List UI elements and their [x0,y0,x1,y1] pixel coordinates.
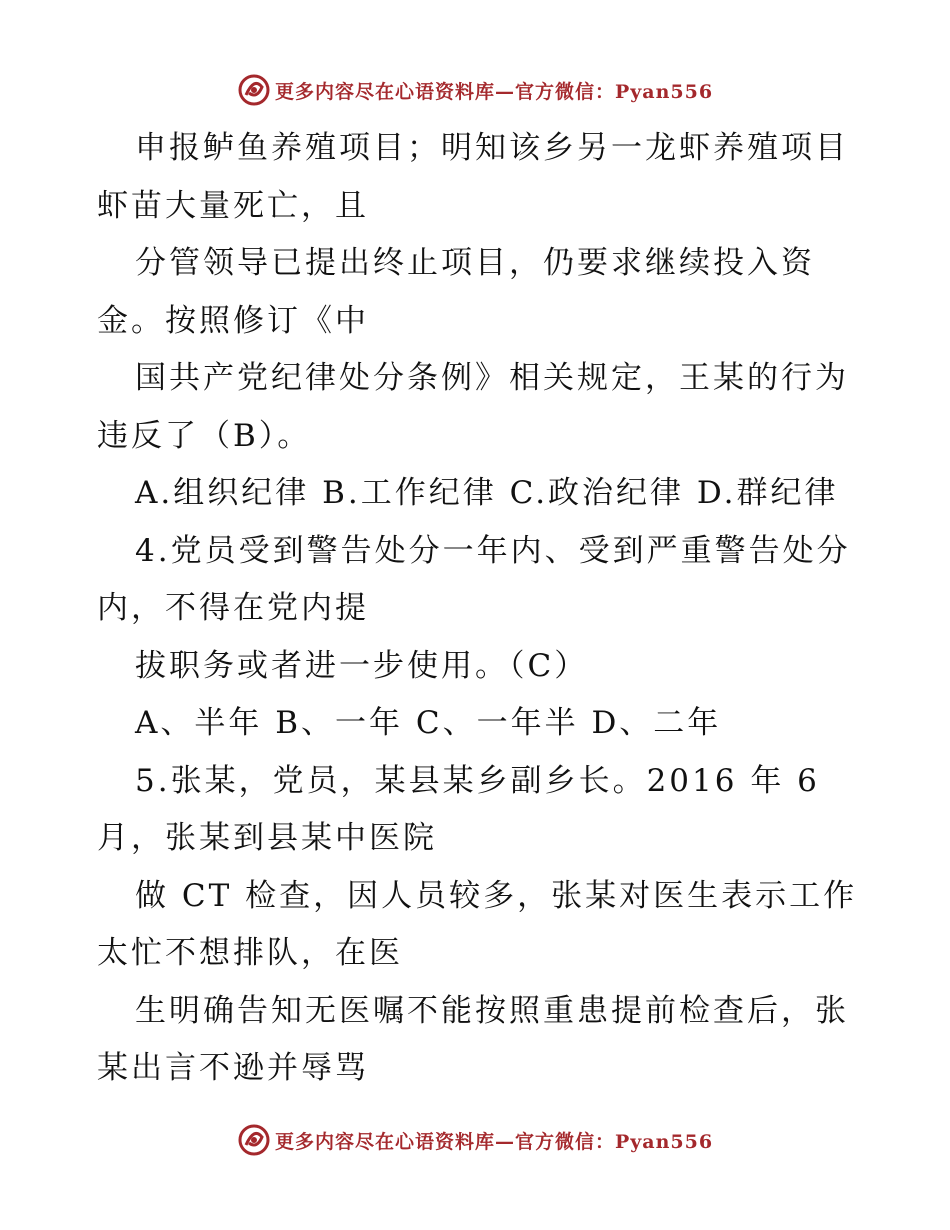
text-line: 生明确告知无医嘱不能按照重患提前检查后，张 [135,992,849,1029]
text-line: 金。按照修订《中 [97,302,369,339]
body-text [97,120,867,1098]
answer-options: A.组织纪律 B.工作纪律 C.政治纪律 D.群纪律 [135,475,839,511]
text-line: 违反了（B）。 [97,417,312,454]
answer-options: A、半年 B、一年 C、一年半 D、二年 [135,705,722,741]
text-line: 国共产党纪律处分条例》相关规定，王某的行为 [135,360,849,396]
swirl-logo-icon [237,73,271,107]
text-line: 太忙不想排队，在医 [97,935,403,971]
text-line: 做 CT 检查，因人员较多，张某对医生表示工作 [135,877,858,914]
text-line: 月，张某到县某中医院 [97,820,437,856]
text-line: 申报鲈鱼养殖项目；明知该乡另一龙虾养殖项目 [135,130,849,166]
text-line: 内，不得在党内提 [97,590,369,626]
swirl-logo-icon [237,1123,271,1157]
text-line: 某出言不逊并辱骂 [97,1050,369,1086]
text-line: 分管领导已提出终止项目，仍要求继续投入资 [135,245,815,281]
text-line: 虾苗大量死亡，且 [97,187,369,224]
text-line: 拔职务或者进一步使用。（C） [135,647,589,684]
question-4: 4.党员受到警告处分一年内、受到严重警告处分 [135,532,851,569]
header-banner [0,70,950,110]
footer-banner [0,1120,950,1160]
question-5: 5.张某，党员，某县某乡副乡长。2016 年 6 [135,762,820,799]
header-banner-text: 更多内容尽在心语资料库—官方微信：Pyan556 [274,80,714,103]
footer-banner-text: 更多内容尽在心语资料库—官方微信：Pyan556 [274,1130,714,1153]
